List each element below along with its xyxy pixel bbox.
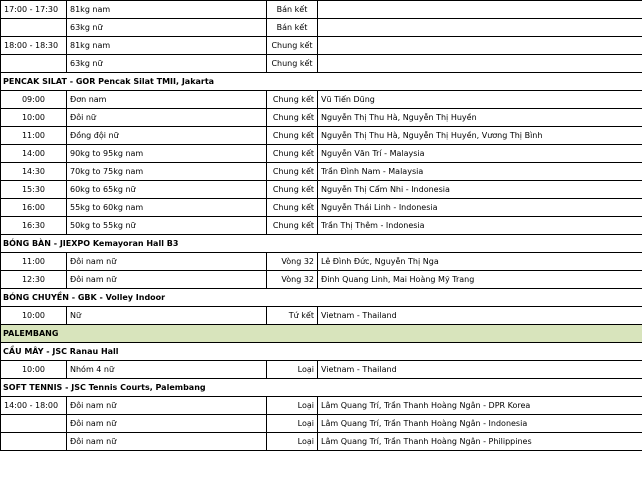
table-row — [1, 415, 642, 433]
event-cell: 60kg to 65kg nữ — [67, 181, 267, 199]
athletes-cell: Trần Thị Thêm - Indonesia — [318, 217, 642, 235]
section-label: CẦU MÂY - JSC Ranau Hall — [1, 343, 642, 361]
athletes-cell: Lâm Quang Trí, Trần Thanh Hoàng Ngân - Philippines — [318, 433, 642, 451]
table-row — [1, 361, 642, 379]
table-row — [1, 217, 642, 235]
event-cell: 50kg to 55kg nữ — [67, 217, 267, 235]
time-cell: 14:30 — [1, 163, 67, 181]
time-cell: 11:00 — [1, 127, 67, 145]
time-cell — [1, 433, 67, 451]
section-label: BÓNG BÀN - JIEXPO Kemayoran Hall B3 — [1, 235, 642, 253]
event-cell: Đôi nam nữ — [67, 397, 267, 415]
time-cell — [1, 19, 67, 37]
stage-cell: Chung kết — [267, 145, 318, 163]
table-row — [1, 163, 642, 181]
section-header-row — [1, 379, 642, 397]
athletes-cell: Trần Đình Nam - Malaysia — [318, 163, 642, 181]
stage-cell: Loại — [267, 397, 318, 415]
table-row — [1, 109, 642, 127]
athletes-cell — [318, 1, 642, 19]
athletes-cell: Vũ Tiến Dũng — [318, 91, 642, 109]
athletes-cell: Vietnam - Thailand — [318, 361, 642, 379]
event-cell: Nhóm 4 nữ — [67, 361, 267, 379]
time-cell: 17:00 - 17:30 — [1, 1, 67, 19]
table-row — [1, 397, 642, 415]
time-cell — [1, 415, 67, 433]
stage-cell: Chung kết — [267, 217, 318, 235]
table-row — [1, 253, 642, 271]
athletes-cell: Nguyễn Thị Thu Hà, Nguyễn Thị Huyền, Vương Thị Bình — [318, 127, 642, 145]
time-cell: 10:00 — [1, 307, 67, 325]
table-row — [1, 55, 642, 73]
stage-cell: Chung kết — [267, 37, 318, 55]
event-cell: Đôi nữ — [67, 109, 267, 127]
stage-cell: Bán kết — [267, 1, 318, 19]
event-cell: Đôi nam nữ — [67, 415, 267, 433]
stage-cell: Vòng 32 — [267, 253, 318, 271]
athletes-cell — [318, 37, 642, 55]
event-cell: 63kg nữ — [67, 55, 267, 73]
table-row — [1, 19, 642, 37]
region-header-row — [1, 325, 642, 343]
stage-cell: Chung kết — [267, 181, 318, 199]
event-cell: 81kg nam — [67, 37, 267, 55]
time-cell: 15:30 — [1, 181, 67, 199]
table-row — [1, 1, 642, 19]
stage-cell: Chung kết — [267, 109, 318, 127]
stage-cell: Chung kết — [267, 199, 318, 217]
time-cell: 16:30 — [1, 217, 67, 235]
time-cell: 10:00 — [1, 361, 67, 379]
section-header-row — [1, 289, 642, 307]
schedule-body — [1, 1, 642, 451]
event-cell: Đôi nam nữ — [67, 271, 267, 289]
time-cell: 18:00 - 18:30 — [1, 37, 67, 55]
stage-cell: Tứ kết — [267, 307, 318, 325]
athletes-cell — [318, 19, 642, 37]
stage-cell: Loại — [267, 361, 318, 379]
time-cell: 11:00 — [1, 253, 67, 271]
time-cell: 09:00 — [1, 91, 67, 109]
time-cell: 12:30 — [1, 271, 67, 289]
section-label: PENCAK SILAT - GOR Pencak Silat TMII, Jakarta — [1, 73, 642, 91]
athletes-cell: Nguyễn Thị Cẩm Nhi - Indonesia — [318, 181, 642, 199]
athletes-cell: Nguyễn Thái Linh - Indonesia — [318, 199, 642, 217]
table-row — [1, 307, 642, 325]
section-header-row — [1, 235, 642, 253]
athletes-cell: Vietnam - Thailand — [318, 307, 642, 325]
stage-cell: Chung kết — [267, 127, 318, 145]
section-header-row — [1, 73, 642, 91]
stage-cell: Chung kết — [267, 91, 318, 109]
athletes-cell: Lê Đình Đức, Nguyễn Thị Nga — [318, 253, 642, 271]
table-row — [1, 433, 642, 451]
athletes-cell: Nguyễn Văn Trí - Malaysia — [318, 145, 642, 163]
table-row — [1, 37, 642, 55]
athletes-cell: Đinh Quang Linh, Mai Hoàng Mỹ Trang — [318, 271, 642, 289]
event-cell: 90kg to 95kg nam — [67, 145, 267, 163]
athletes-cell: Nguyễn Thị Thu Hà, Nguyễn Thị Huyền — [318, 109, 642, 127]
stage-cell: Vòng 32 — [267, 271, 318, 289]
event-cell: Đơn nam — [67, 91, 267, 109]
event-cell: 70kg to 75kg nam — [67, 163, 267, 181]
section-label: SOFT TENNIS - JSC Tennis Courts, Palembang — [1, 379, 642, 397]
section-label: BÓNG CHUYỀN - GBK - Volley Indoor — [1, 289, 642, 307]
region-label: PALEMBANG — [1, 325, 642, 343]
athletes-cell — [318, 55, 642, 73]
time-cell: 14:00 - 18:00 — [1, 397, 67, 415]
event-cell: Đồng đội nữ — [67, 127, 267, 145]
stage-cell: Bán kết — [267, 19, 318, 37]
table-row — [1, 271, 642, 289]
event-cell: Nữ — [67, 307, 267, 325]
stage-cell: Loại — [267, 433, 318, 451]
table-row — [1, 181, 642, 199]
athletes-cell: Lâm Quang Trí, Trần Thanh Hoàng Ngân - DPR Korea — [318, 397, 642, 415]
event-cell: Đôi nam nữ — [67, 253, 267, 271]
stage-cell: Chung kết — [267, 163, 318, 181]
stage-cell: Chung kết — [267, 55, 318, 73]
event-cell: 55kg to 60kg nam — [67, 199, 267, 217]
event-cell: 63kg nữ — [67, 19, 267, 37]
table-row — [1, 145, 642, 163]
event-cell: 81kg nam — [67, 1, 267, 19]
time-cell: 10:00 — [1, 109, 67, 127]
event-cell: Đôi nam nữ — [67, 433, 267, 451]
athletes-cell: Lâm Quang Trí, Trần Thanh Hoàng Ngân - Indonesia — [318, 415, 642, 433]
table-row — [1, 127, 642, 145]
section-header-row — [1, 343, 642, 361]
time-cell — [1, 55, 67, 73]
table-row — [1, 199, 642, 217]
time-cell: 16:00 — [1, 199, 67, 217]
stage-cell: Loại — [267, 415, 318, 433]
table-row — [1, 91, 642, 109]
time-cell: 14:00 — [1, 145, 67, 163]
